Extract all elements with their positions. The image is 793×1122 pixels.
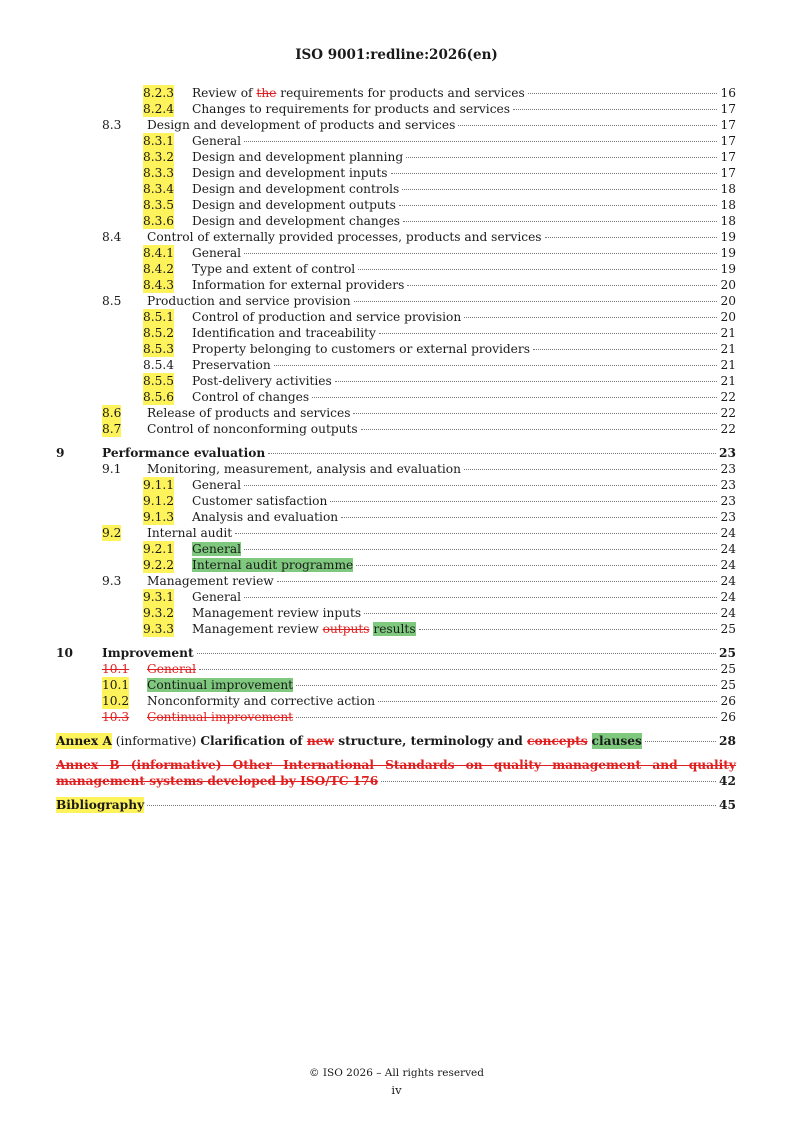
toc-entry[interactable]: [56, 645, 736, 661]
title-text: Information for external providers: [192, 278, 405, 292]
leader-dots: [277, 581, 717, 582]
toc-entry-number: 8.4.2: [143, 262, 175, 276]
leader-dots: [244, 141, 717, 142]
toc-entry-number: 8.5.5: [143, 374, 175, 388]
toc-entry-number: 10.2: [102, 694, 130, 708]
leader-dots: [296, 717, 717, 718]
leader-dots: [354, 301, 717, 302]
leader-dots: [296, 685, 717, 686]
toc-entry-title: [147, 709, 736, 725]
title-text: Type and extent of control: [192, 262, 356, 276]
toc-entry-bibliography[interactable]: [56, 797, 736, 813]
leader-dots: [403, 221, 717, 222]
toc-entry-page: 23: [720, 494, 736, 508]
title-text: Control of externally provided processes, products and services: [147, 230, 542, 244]
toc-entry-number: 9.2.2: [143, 558, 175, 572]
leader-dots: [312, 397, 717, 398]
title-text: Production and service provision: [147, 294, 351, 308]
toc-entry[interactable]: [56, 573, 736, 589]
title-text: Customer satisfaction: [192, 494, 328, 508]
toc-entry-number: 9.2: [102, 526, 122, 540]
title-text: Performance evaluation: [102, 446, 266, 460]
title-text: Improvement: [102, 646, 194, 660]
toc-entry-title: [192, 245, 736, 261]
leader-dots: [533, 349, 717, 350]
title-text: Design and development outputs: [192, 198, 396, 212]
toc-entry-number: 9.2.1: [143, 542, 175, 556]
title-text: Review of: [192, 86, 257, 100]
leader-dots: [235, 533, 717, 534]
leader-dots: [353, 413, 717, 414]
toc-entry[interactable]: [56, 389, 736, 405]
toc-entry-page: 22: [720, 422, 736, 436]
leader-dots: [545, 237, 717, 238]
toc-entry[interactable]: [56, 445, 736, 461]
inserted-text: Continual improvement: [147, 678, 294, 692]
leader-dots: [244, 597, 717, 598]
toc-entry[interactable]: [56, 405, 736, 421]
title-text: Design and development inputs: [192, 166, 388, 180]
page-footer: [0, 1067, 793, 1097]
toc-entry-page: 24: [720, 574, 736, 588]
toc-entry-title: [192, 621, 736, 637]
toc-entry-title: [192, 493, 736, 509]
toc-entry[interactable]: [56, 477, 736, 493]
title-text: Changes to requirements for products and services: [192, 102, 510, 116]
toc-entry-page: 17: [720, 166, 736, 180]
title-text: Control of nonconforming outputs: [147, 422, 358, 436]
annex-a-deleted-concepts: concepts: [527, 734, 588, 748]
toc-entry[interactable]: [56, 325, 736, 341]
leader-dots: [407, 285, 717, 286]
toc-entry-page: 21: [720, 358, 736, 372]
page-number: iv: [391, 1083, 402, 1097]
toc-entry-number: 8.5.3: [143, 342, 175, 356]
toc-entry-title: [192, 181, 736, 197]
toc-entry-page: 24: [720, 606, 736, 620]
toc-entry-title: [192, 557, 736, 573]
toc-entry-page: 26: [720, 710, 736, 724]
toc-entry-page: 19: [720, 262, 736, 276]
toc-entry[interactable]: [56, 277, 736, 293]
toc-entry[interactable]: [56, 293, 736, 309]
leader-dots: [335, 381, 717, 382]
title-text: Nonconformity and corrective action: [147, 694, 376, 708]
toc-entry-number: 10: [56, 646, 73, 660]
toc-entry-title: [192, 85, 736, 101]
toc-entry[interactable]: [56, 229, 736, 245]
toc-entry-title: [192, 213, 736, 229]
toc-entry-page: 26: [720, 694, 736, 708]
toc-entry[interactable]: [56, 165, 736, 181]
toc-entry-title: [192, 541, 736, 557]
toc-entry-page: 21: [720, 326, 736, 340]
toc-entry[interactable]: [56, 525, 736, 541]
toc-entry-page: 25: [720, 662, 736, 676]
leader-dots: [399, 205, 717, 206]
toc-entry-title: [192, 373, 736, 389]
leader-dots: [419, 629, 717, 630]
toc-entry-page: 23: [719, 446, 736, 460]
toc-entry-annex-b[interactable]: [56, 757, 736, 789]
toc-entry-page: 25: [720, 622, 736, 636]
toc-entry-title: [192, 325, 736, 341]
toc-entry-page: 24: [720, 590, 736, 604]
leader-dots: [341, 517, 717, 518]
toc-entry-page: 23: [720, 510, 736, 524]
toc-entry-title: [192, 357, 736, 373]
toc-entry-title: [192, 133, 736, 149]
toc-entry-title: [147, 405, 736, 421]
title-text: Control of changes: [192, 390, 310, 404]
title-text: Post-delivery activities: [192, 374, 332, 388]
toc-entry-number: 8.4.1: [143, 246, 175, 260]
annex-a-title-mid: structure, terminology and: [334, 734, 528, 748]
annex-b-title-line1: Annex B (informative) Other International Standards on quality management and quality: [56, 758, 736, 772]
toc-entry-title: [147, 229, 736, 245]
toc-entry-number: 9.1: [102, 462, 122, 476]
toc-entry-number: 9.3.2: [143, 606, 175, 620]
title-text: Control of production and service provision: [192, 310, 462, 324]
title-text: Design and development controls: [192, 182, 400, 196]
leader-dots: [379, 333, 717, 334]
toc-entry-page: 19: [720, 230, 736, 244]
inserted-text: results: [373, 622, 416, 636]
toc-entry-page: 20: [720, 294, 736, 308]
toc-entry-page: 20: [720, 278, 736, 292]
annex-a-title-pre: Clarification of: [200, 734, 307, 748]
toc-entry[interactable]: [56, 421, 736, 437]
leader-dots: [528, 93, 717, 94]
toc-entry-number: 8.6: [102, 406, 122, 420]
toc-entry-title: [147, 117, 736, 133]
leader-dots: [381, 781, 716, 782]
toc-entry-title: [192, 389, 736, 405]
toc-entry[interactable]: [56, 213, 736, 229]
toc-entry[interactable]: [56, 605, 736, 621]
title-text: Management review: [147, 574, 274, 588]
toc-entry-title: [147, 693, 736, 709]
toc-entry-number: 8.3.3: [143, 166, 175, 180]
toc-entry-number: 10.1: [102, 678, 130, 692]
toc-entry[interactable]: [56, 133, 736, 149]
annex-a-informative: (informative): [111, 734, 201, 748]
annex-a-label: Annex A: [56, 734, 112, 748]
leader-dots: [361, 429, 717, 430]
toc-entry-number: 8.3.6: [143, 214, 175, 228]
toc-entry-number: 8.4.3: [143, 278, 175, 292]
bibliography-page: 45: [719, 798, 736, 812]
toc-entry[interactable]: [56, 341, 736, 357]
title-text: General: [192, 590, 241, 604]
toc-entry-number: 9: [56, 446, 65, 460]
toc-entry-title: [192, 197, 736, 213]
toc-entry-page: 18: [720, 198, 736, 212]
toc-entry-number: 8.4: [102, 230, 122, 244]
leader-dots: [358, 269, 717, 270]
leader-dots: [406, 157, 717, 158]
toc-entry-title: [192, 277, 736, 293]
toc-entry-page: 23: [720, 478, 736, 492]
leader-dots: [197, 653, 716, 654]
leader-dots: [244, 485, 717, 486]
title-text: Release of products and services: [147, 406, 351, 420]
leader-dots: [330, 501, 717, 502]
toc-entry-number: 8.2.4: [143, 102, 175, 116]
toc-entry-number: 9.1.3: [143, 510, 175, 524]
toc-entry-page: 25: [720, 678, 736, 692]
toc-entry[interactable]: [56, 589, 736, 605]
toc-entry-page: 17: [720, 118, 736, 132]
toc-entries: [56, 85, 736, 725]
title-text: General: [192, 246, 241, 260]
toc-entry[interactable]: [56, 149, 736, 165]
toc-entry-number: 8.3.2: [143, 150, 175, 164]
toc-entry-title: [147, 661, 736, 677]
inserted-text: Internal audit programme: [192, 558, 354, 572]
toc-entry[interactable]: [56, 245, 736, 261]
toc-entry[interactable]: [56, 357, 736, 373]
title-text: General: [192, 134, 241, 148]
toc-entry-page: 25: [719, 646, 736, 660]
leader-dots: [244, 549, 717, 550]
toc-entry-title: [192, 309, 736, 325]
toc-entry-title: [147, 293, 736, 309]
title-text: Management review: [192, 622, 323, 636]
title-text: General: [192, 478, 241, 492]
leader-dots: [645, 741, 716, 742]
toc-entry[interactable]: [56, 661, 736, 677]
deleted-text: the: [256, 86, 277, 100]
leader-dots: [199, 669, 717, 670]
toc-entry[interactable]: [56, 677, 736, 693]
toc-entry-title: [192, 341, 736, 357]
title-text: Design and development planning: [192, 150, 404, 164]
toc-entry-page: 22: [720, 390, 736, 404]
deleted-text: General: [147, 662, 196, 676]
toc-entry[interactable]: [56, 493, 736, 509]
toc-entry-page: 17: [720, 102, 736, 116]
toc-entry-number: 8.2.3: [143, 86, 175, 100]
annex-b-title-line2: management systems developed by ISO/TC 176: [56, 774, 379, 788]
toc-entry-page: 22: [720, 406, 736, 420]
toc-entry-title: [192, 477, 736, 493]
toc-entry-number: 9.3: [102, 574, 122, 588]
copyright-notice: © ISO 2026 – All rights reserved: [309, 1067, 484, 1079]
toc-entry-title: [147, 573, 736, 589]
toc-entry-number: 8.3.5: [143, 198, 175, 212]
annex-a-deleted-new: new: [306, 734, 334, 748]
toc-entry[interactable]: [56, 461, 736, 477]
toc-entry-number: 9.1.2: [143, 494, 175, 508]
toc-entry-page: 23: [720, 462, 736, 476]
toc-entry-page: 21: [720, 342, 736, 356]
annex-a-page: 28: [719, 734, 736, 748]
title-text: Monitoring, measurement, analysis and evaluation: [147, 462, 461, 476]
title-text: Design and development of products and services: [147, 118, 456, 132]
toc-entry-page: 18: [720, 214, 736, 228]
toc-entry-page: 16: [720, 86, 736, 100]
bibliography-label: Bibliography: [56, 798, 145, 812]
title-text: Property belonging to customers or external providers: [192, 342, 530, 356]
toc-entry[interactable]: [56, 197, 736, 213]
toc-entry-page: 24: [720, 558, 736, 572]
title-text: Identification and traceability: [192, 326, 376, 340]
annex-a-inserted-clauses: clauses: [591, 734, 642, 748]
toc-entry-page: 19: [720, 246, 736, 260]
title-text: Preservation: [192, 358, 271, 372]
toc-entry-number: 10.1: [102, 662, 130, 676]
toc-entry-number: 8.7: [102, 422, 122, 436]
deleted-text: outputs: [322, 622, 370, 636]
toc-entry-page: 24: [720, 542, 736, 556]
toc-entry-page: 18: [720, 182, 736, 196]
leader-dots: [244, 253, 717, 254]
toc-entry-number: 9.3.3: [143, 622, 175, 636]
leader-dots: [513, 109, 717, 110]
toc-entry-page: 17: [720, 150, 736, 164]
toc-entry-number: 8.5.2: [143, 326, 175, 340]
toc-entry[interactable]: [56, 181, 736, 197]
toc-entry-page: 21: [720, 374, 736, 388]
deleted-text: Continual improvement: [147, 710, 294, 724]
toc-entry[interactable]: [56, 309, 736, 325]
title-text: Internal audit: [147, 526, 233, 540]
toc-entry-number: 8.3.1: [143, 134, 175, 148]
toc-entry-number: 10.3: [102, 710, 130, 724]
toc-entry-number: 8.5.1: [143, 310, 175, 324]
toc-entry[interactable]: [56, 261, 736, 277]
toc-entry-title: [102, 445, 736, 461]
toc-entry[interactable]: [56, 117, 736, 133]
leader-dots: [274, 365, 717, 366]
toc-entry[interactable]: [56, 373, 736, 389]
toc-entry[interactable]: [56, 85, 736, 101]
title-text: Management review inputs: [192, 606, 362, 620]
toc-entry[interactable]: [56, 541, 736, 557]
leader-dots: [458, 125, 717, 126]
page-header: ISO 9001:redline:2026(en): [295, 47, 498, 63]
leader-dots: [391, 173, 717, 174]
toc-entry-title: [192, 509, 736, 525]
inserted-text: General: [192, 542, 241, 556]
leader-dots: [356, 565, 717, 566]
toc-entry-title: [192, 149, 736, 165]
toc-entry[interactable]: [56, 101, 736, 117]
annex-b-page: 42: [719, 774, 736, 788]
toc-entry-number: 9.3.1: [143, 590, 175, 604]
leader-dots: [402, 189, 717, 190]
leader-dots: [364, 613, 717, 614]
toc-entry-number: 8.5: [102, 294, 122, 308]
toc-entry-number: 8.3.4: [143, 182, 175, 196]
toc-entry-number: 8.5.6: [143, 390, 175, 404]
toc-entry-number: 8.5.4: [143, 358, 175, 372]
toc-entry[interactable]: [56, 557, 736, 573]
toc-entry-page: 24: [720, 526, 736, 540]
title-text: Design and development changes: [192, 214, 401, 228]
toc-entry-title: [192, 165, 736, 181]
toc-entry[interactable]: [56, 693, 736, 709]
leader-dots: [147, 805, 716, 806]
toc-entry-page: 20: [720, 310, 736, 324]
toc-entry-title: [192, 101, 736, 117]
leader-dots: [464, 317, 717, 318]
leader-dots: [268, 453, 716, 454]
toc-entry-number: 9.1.1: [143, 478, 175, 492]
toc-entry-title: [147, 677, 736, 693]
title-text: Analysis and evaluation: [192, 510, 339, 524]
title-text: requirements for products and services: [276, 86, 525, 100]
toc-entry-annex-a[interactable]: [56, 733, 736, 749]
toc-entry-title: [192, 589, 736, 605]
toc-entry[interactable]: [56, 509, 736, 525]
toc-entry-number: 8.3: [102, 118, 122, 132]
toc-entry-title: [147, 421, 736, 437]
leader-dots: [464, 469, 717, 470]
toc-entry[interactable]: [56, 709, 736, 725]
toc-entry[interactable]: [56, 621, 736, 637]
toc-entry-page: 17: [720, 134, 736, 148]
toc-entry-title: [192, 261, 736, 277]
table-of-contents: [56, 85, 736, 813]
toc-entry-title: [102, 645, 736, 661]
toc-entry-title: [192, 605, 736, 621]
toc-entry-title: [147, 525, 736, 541]
leader-dots: [378, 701, 717, 702]
toc-entry-title: [147, 461, 736, 477]
